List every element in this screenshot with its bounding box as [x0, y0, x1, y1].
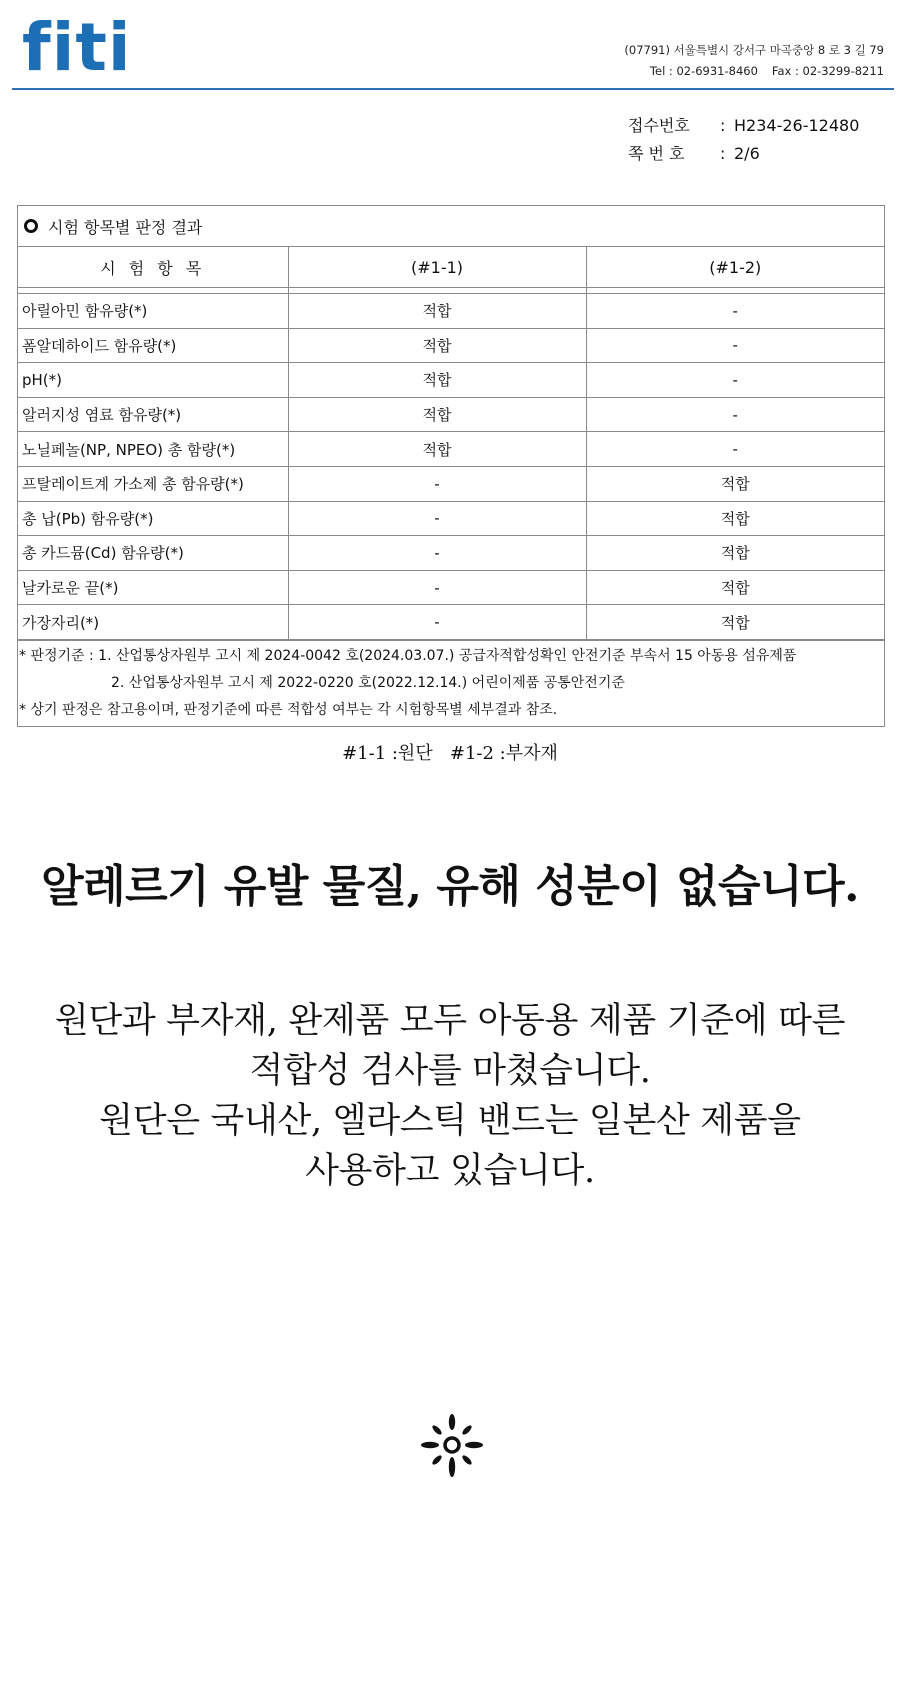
column-header-1-1: (#1-1): [288, 247, 586, 288]
description: [0, 996, 900, 1196]
headline: 알레르기 유발 물질, 유해 성분이 없습니다.: [41, 861, 859, 912]
table-row: [18, 501, 884, 536]
result-1-2: 적합: [586, 536, 884, 571]
result-1-2: 적합: [586, 570, 884, 605]
result-1-2: -: [586, 328, 884, 363]
report-header: [12, 0, 894, 90]
table-row: [18, 294, 884, 329]
test-item: pH(*): [18, 363, 288, 398]
criteria-notes: [18, 640, 884, 726]
tel-number: Tel : 02-6931-8460: [649, 64, 758, 78]
note-line: 2. 산업통상자원부 고시 제 2022-0220 호(2022.12.14.) 어린이제품 공통안전기준: [111, 674, 625, 691]
test-item: 총 카드뮴(Cd) 함유량(*): [18, 536, 288, 571]
result-1-2: -: [586, 432, 884, 467]
page-number: 2/6: [734, 144, 760, 163]
address-line: (07791) 서울특별시 강서구 마곡중앙 8 로 3 길 79: [624, 43, 884, 57]
table-row: [18, 432, 884, 467]
sample-legend: #1-1 :원단 #1-2 :부자재: [342, 743, 558, 764]
results-title-text: 시험 항목별 판정 결과: [48, 217, 203, 237]
result-1-1: -: [288, 570, 586, 605]
table-row: [18, 570, 884, 605]
result-1-1: -: [288, 466, 586, 501]
report-reference: [628, 112, 859, 168]
test-item: 노닐페놀(NP, NPEO) 총 함량(*): [18, 432, 288, 467]
table-row: [18, 536, 884, 571]
test-item: 가장자리(*): [18, 605, 288, 640]
colon: :: [720, 144, 726, 163]
result-1-1: -: [288, 536, 586, 571]
test-item: 날카로운 끝(*): [18, 570, 288, 605]
table-row: [18, 605, 884, 640]
description-line: 원단은 국내산, 엘라스틱 밴드는 일본산 제품을: [99, 1101, 801, 1141]
colon: :: [720, 116, 726, 135]
test-item: 폼알데하이드 함유량(*): [18, 328, 288, 363]
note-line: * 판정기준 : 1. 산업통상자원부 고시 제 2024-0042 호(2024.03.07.) 공급자적합성확인 안전기준 부속서 15 아동용 섬유제품: [19, 647, 797, 664]
fiti-logo: [22, 16, 182, 80]
result-1-2: -: [586, 294, 884, 329]
result-1-1: 적합: [288, 432, 586, 467]
result-1-1: 적합: [288, 294, 586, 329]
results-box: [17, 205, 885, 727]
table-row: [18, 328, 884, 363]
result-1-1: -: [288, 605, 586, 640]
test-item: 총 납(Pb) 함유량(*): [18, 501, 288, 536]
description-line: 원단과 부자재, 완제품 모두 아동용 제품 기준에 따른: [54, 1001, 846, 1041]
note-line: * 상기 판정은 참고용이며, 판정기준에 따른 적합성 여부는 각 시험항목별 세부결과 참조.: [19, 701, 558, 718]
results-table: [18, 247, 884, 640]
result-1-2: 적합: [586, 605, 884, 640]
test-item: 프탈레이트계 가소제 총 함유량(*): [18, 466, 288, 501]
page-label: 쪽 번 호: [628, 144, 685, 163]
result-1-2: -: [586, 397, 884, 432]
description-line: 적합성 검사를 마쳤습니다.: [249, 1051, 651, 1091]
column-header-item: 시 험 항 목: [18, 247, 288, 288]
company-address: [624, 40, 884, 82]
receipt-label: 접수번호: [628, 116, 690, 135]
table-header: [18, 247, 884, 288]
result-1-1: 적합: [288, 397, 586, 432]
result-1-1: 적합: [288, 363, 586, 398]
description-line: 사용하고 있습니다.: [305, 1151, 595, 1191]
table-row: [18, 466, 884, 501]
result-1-1: -: [288, 501, 586, 536]
circle-bullet-icon: [24, 219, 38, 233]
test-item: 아릴아민 함유량(*): [18, 294, 288, 329]
svg-text:fiti: fiti: [22, 16, 132, 76]
table-row: [18, 363, 884, 398]
results-title: [18, 206, 884, 247]
test-item: 알러지성 염료 함유량(*): [18, 397, 288, 432]
table-row: [18, 397, 884, 432]
fax-number: Fax : 02-3299-8211: [771, 64, 884, 78]
receipt-number: H234-26-12480: [734, 116, 860, 135]
result-1-2: 적합: [586, 501, 884, 536]
sparkle-icon: [419, 1412, 485, 1482]
column-header-1-2: (#1-2): [586, 247, 884, 288]
result-1-1: 적합: [288, 328, 586, 363]
result-1-2: 적합: [586, 466, 884, 501]
result-1-2: -: [586, 363, 884, 398]
